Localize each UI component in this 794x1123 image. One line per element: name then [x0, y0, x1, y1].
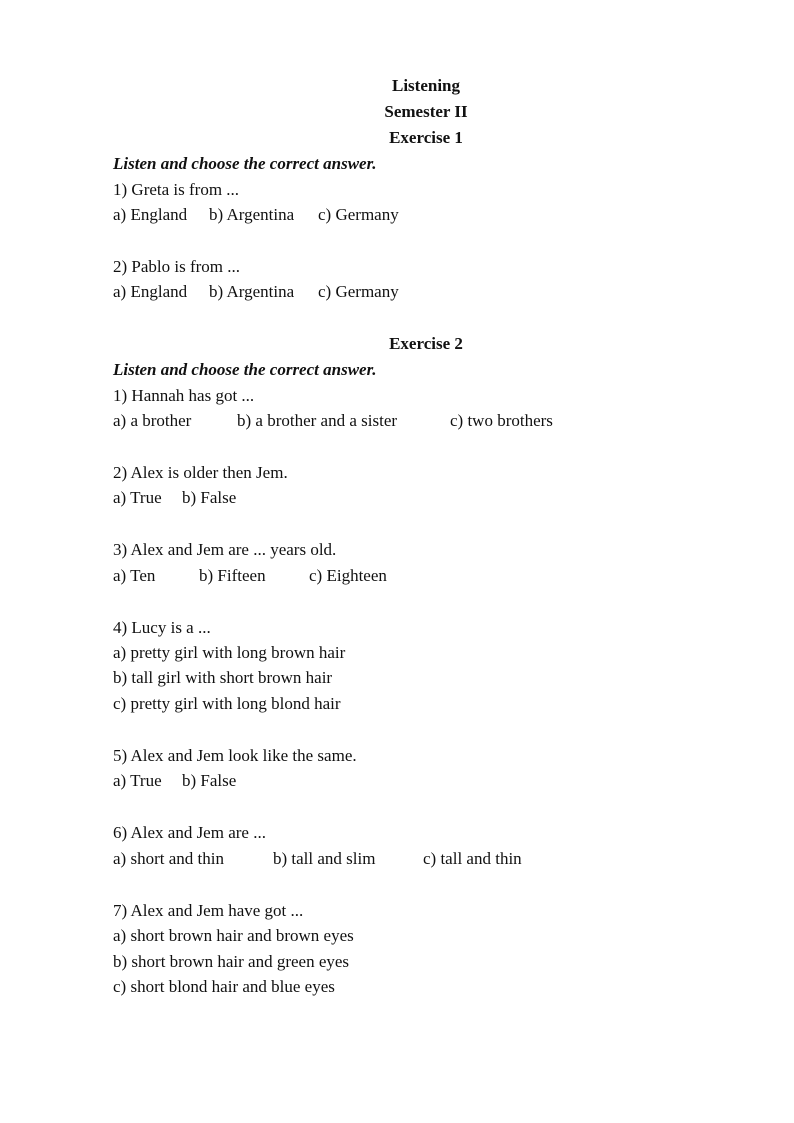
ex2-q1-option-b: b) a brother and a sister	[237, 411, 398, 430]
ex2-q4-option-a: a) pretty girl with long brown hair	[113, 643, 346, 662]
exercise-2-instruction: Listen and choose the correct answer.	[113, 360, 377, 379]
ex2-q5-option-a: a) True	[113, 771, 162, 790]
ex2-q5-option-b: b) False	[182, 771, 237, 790]
document-title: Listening	[391, 76, 461, 95]
ex2-q4-option-c: c) pretty girl with long blond hair	[113, 694, 341, 713]
ex1-question-2: 2) Pablo is from ...	[113, 257, 241, 276]
ex1-q2-option-a: a) England	[113, 282, 188, 301]
ex2-q2-option-a: a) True	[113, 488, 162, 507]
ex2-q7-option-c: c) short blond hair and blue eyes	[113, 977, 335, 996]
exercise-2-heading: Exercise 2	[389, 334, 463, 353]
ex2-q4-option-b: b) tall girl with short brown hair	[113, 668, 333, 687]
ex2-q6-option-a: a) short and thin	[113, 849, 224, 868]
ex2-question-2: 2) Alex is older then Jem.	[113, 463, 288, 482]
ex2-question-5: 5) Alex and Jem look like the same.	[113, 746, 357, 765]
ex2-question-1: 1) Hannah has got ...	[113, 386, 255, 405]
ex1-question-1: 1) Greta is from ...	[113, 180, 240, 199]
ex2-question-6: 6) Alex and Jem are ...	[113, 823, 266, 842]
ex2-question-7: 7) Alex and Jem have got ...	[113, 901, 304, 920]
ex2-question-3: 3) Alex and Jem are ... years old.	[113, 540, 337, 559]
ex2-q7-option-b: b) short brown hair and green eyes	[113, 952, 350, 971]
ex1-q2-option-c: c) Germany	[318, 282, 399, 301]
exercise-1-instruction: Listen and choose the correct answer.	[113, 154, 377, 173]
semester-label: Semester II	[384, 102, 468, 121]
ex2-q2-option-b: b) False	[182, 488, 237, 507]
ex2-q3-option-a: a) Ten	[113, 566, 156, 585]
ex2-q3-option-c: c) Eighteen	[309, 566, 387, 585]
ex2-q3-option-b: b) Fifteen	[199, 566, 266, 585]
ex2-q1-option-c: c) two brothers	[450, 411, 553, 430]
ex1-q1-option-b: b) Argentina	[209, 205, 295, 224]
exercise-1-heading: Exercise 1	[389, 128, 463, 147]
ex2-q1-option-a: a) a brother	[113, 411, 192, 430]
ex2-question-4: 4) Lucy is a ...	[113, 618, 211, 637]
ex1-q2-option-b: b) Argentina	[209, 282, 295, 301]
ex2-q7-option-a: a) short brown hair and brown eyes	[113, 926, 354, 945]
ex1-q1-option-a: a) England	[113, 205, 188, 224]
ex1-q1-option-c: c) Germany	[318, 205, 399, 224]
ex2-q6-option-b: b) tall and slim	[273, 849, 376, 868]
ex2-q6-option-c: c) tall and thin	[423, 849, 522, 868]
